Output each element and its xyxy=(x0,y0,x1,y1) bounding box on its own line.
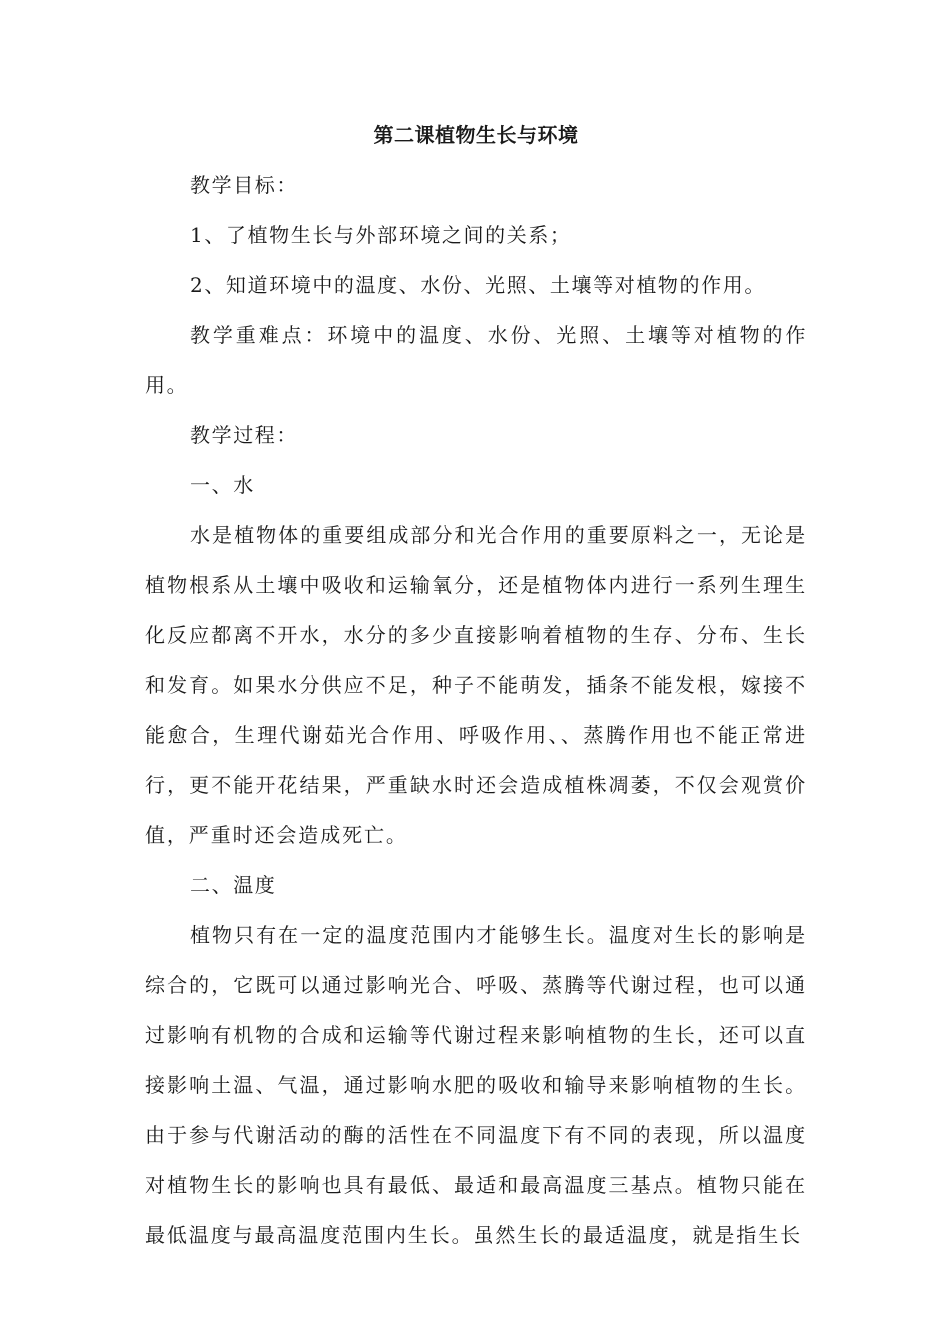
paragraph-process: 教学过程： xyxy=(190,423,298,447)
section-heading-temperature: 二、温度 xyxy=(190,873,277,897)
paragraph-goal-2: 2、知道环境中的温度、水份、光照、土壤等对植物的作用。 xyxy=(190,273,766,297)
paragraph-goal-1: 1、了植物生长与外部环境之间的关系； xyxy=(190,223,572,247)
paragraph-temperature-body: 植物只有在一定的温度范围内才能够生长。温度对生长的影响是综合的，它既可以通过影响光合、呼吸、蒸腾等代谢过程，也可以通过影响有机物的合成和运输等代谢过程来影响植物的生长，还可以直接影响土温、气温，通过影响水肥的吸收和输导来影响植物的生长。由于参与代谢活动的酶的活性在不同温度下有不同的表现，所以温度对植物生长的影响也具有最低、最适和最高温度三基点。植物只能在最低温度与最高温度范围内生长。虽然生长的最适温度，就是指生长 xyxy=(145,923,807,1247)
paragraph-key-points: 教学重难点：环境中的温度、水份、光照、土壤等对植物的作用。 xyxy=(145,323,807,397)
section-heading-water: 一、水 xyxy=(190,473,255,497)
document-title: 第二课植物生长与环境 xyxy=(373,123,579,147)
document-page xyxy=(145,110,807,1260)
paragraph-water-body: 水是植物体的重要组成部分和光合作用的重要原料之一，无论是植物根系从土壤中吸收和运输氧分，还是植物体内进行一系列生理生化反应都离不开水，水分的多少直接影响着植物的生存、分布、生长和发育。如果水分供应不足，种子不能萌发，插条不能发根，嫁接不能愈合，生理代谢茹光合作用、呼吸作用、、蒸腾作用也不能正常进行，更不能开花结果，严重缺水时还会造成植株凋萎，不仅会观赏价值，严重时还会造成死亡。 xyxy=(145,523,807,847)
paragraph-teaching-goals: 教学目标： xyxy=(190,173,298,197)
